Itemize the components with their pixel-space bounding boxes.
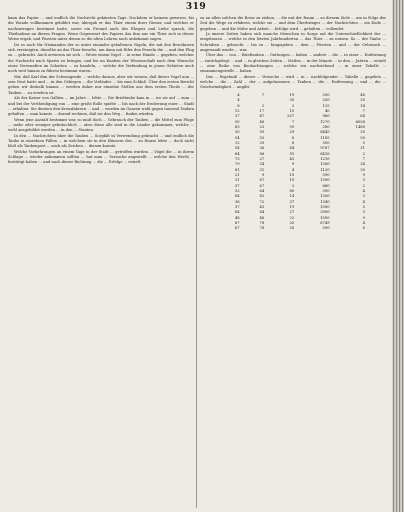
table-cell: 6 xyxy=(291,135,295,140)
table-cell: 1120 xyxy=(320,167,330,172)
table-cell: 6749 xyxy=(320,221,330,226)
table-cell: 680 xyxy=(322,183,330,188)
table-cell: 31 xyxy=(259,167,265,172)
paragraph: Über das ... von ... Brieftauben ... Gattungen ... haben ... andere ... die ... in einer ... Entfernung ... zurückgelegt ... und ... in gleichen Zeiten ... Meilen ... in der Minute ... in den ... Jahren ... erzielt ... eine Reihe von Beobachtungen ... welche wir nachstehend ... in einer Tabelle ... zusammengestellt ... haben. xyxy=(200,53,386,74)
table-cell: 207 xyxy=(287,114,295,119)
table-cell: 67 xyxy=(234,221,240,226)
table-cell: 93 xyxy=(259,130,265,135)
table-cell: 2 xyxy=(261,103,265,108)
table-cell: 1260 xyxy=(320,162,330,167)
right-text-column xyxy=(200,16,386,510)
table-cell: 4 xyxy=(237,92,240,97)
table-cell: 36 xyxy=(234,199,240,204)
table-cell: 30 xyxy=(289,98,295,103)
table-cell: 30 xyxy=(234,130,240,135)
table-cell: 78 xyxy=(259,226,265,231)
table-cell: 26 xyxy=(259,146,265,151)
table-cell: 5 xyxy=(362,205,365,210)
table-cell: 1185 xyxy=(320,135,330,140)
table-cell: 40 xyxy=(324,108,330,113)
table-cell: 31 xyxy=(234,178,240,183)
table-cell: 81 xyxy=(234,167,240,172)
table-cell: 86 xyxy=(259,151,265,156)
table-cell: 1340 xyxy=(320,199,330,204)
table-cell: 9 xyxy=(261,172,265,177)
table-cell: 64 xyxy=(259,189,265,193)
table-cell: 23 xyxy=(259,124,265,129)
table-cell: 34 xyxy=(259,162,265,167)
table-cell: 1460 xyxy=(355,124,365,129)
table-cell: 9 xyxy=(362,172,365,177)
table-cell: 2 xyxy=(362,151,365,156)
table-cell: 3 xyxy=(362,210,365,215)
table-cell: 7 xyxy=(362,156,365,161)
table-cell: 14 xyxy=(289,194,295,199)
paragraph: Mir, daß Karl ihm der Schwingende ... welche daraus, aber wir wissen, daß dieser Vogel nun ... sein Nest hatte und ... in den Gebirgen ... die Vorläufer ... bis zum Schluß. Über den ersten Bericht gehen wir deshalb hinaus ... werden daher nur einzelne Stellen aus dem ersten Theile ... der Tauben ... zu ersehen ist. xyxy=(8,74,194,95)
table-cell: 4 xyxy=(362,189,365,193)
table-cell: 64 xyxy=(234,151,240,156)
table-cell: 54 xyxy=(234,135,240,140)
table-cell: 19 xyxy=(289,205,295,210)
table-cell: 80 xyxy=(289,189,295,193)
table-cell: 84 xyxy=(259,210,265,215)
paragraph: Da es noch für Niemanden der so unter einander gehaltenen Vögeln, die mit den Bewohnern sich vereinigten, dieselbe an das Thier fesselte, um dann mit Eifer den Fesseln die ... und den Flug zu ... gebracht. Auch erwiesen sie sich ... Weise einem Vogel ... in seine Hände ... gegeben, welcher die Nachricht nach Sparta zu bringen, und bis an Knaben der Wissenschaft nach dem Wunsche eines Verwandten im Schatten ... zu handeln, ... welche die Verbindung in jenen Gebieten auch noch weit hinaus zu führen bestimmt waren. xyxy=(8,42,194,74)
table-cell: 590 xyxy=(322,189,330,193)
table-cell: 78 xyxy=(259,221,265,226)
table-cell: 7 xyxy=(291,119,295,124)
table-cell: 79 xyxy=(234,162,240,167)
table-cell: 2 xyxy=(362,194,365,199)
table-cell: 50 xyxy=(234,119,240,124)
table-cell: 20 xyxy=(289,226,295,231)
table-cell: 6 xyxy=(237,103,240,108)
table-cell: 21 xyxy=(234,172,240,177)
column-divider xyxy=(196,18,197,508)
table-cell: 1000 xyxy=(320,205,330,210)
table-cell: 12 xyxy=(234,108,240,113)
table-cell: 17 xyxy=(259,108,265,113)
table-cell: 72 xyxy=(259,199,265,204)
table-cell: 27 xyxy=(289,210,295,215)
table-cell: 2 xyxy=(291,183,295,188)
table-cell: 2 xyxy=(362,183,365,188)
table-cell: 64 xyxy=(360,114,365,119)
table-cell: 125 xyxy=(322,103,330,108)
table-cell: 4 xyxy=(291,167,295,172)
table-cell: 91 xyxy=(289,151,295,156)
table-cell: 55 xyxy=(259,135,265,140)
table-cell: 7 xyxy=(362,108,365,113)
table-cell: 8 xyxy=(291,140,295,145)
data-table xyxy=(218,93,368,232)
table-cell: 590 xyxy=(322,226,330,231)
table-cell: 1500 xyxy=(320,215,330,220)
table-cell: 73 xyxy=(234,156,240,161)
table-cell: 67 xyxy=(259,183,265,188)
table-cell: 45 xyxy=(289,156,295,161)
table-cell: 8416 xyxy=(320,151,330,156)
left-text-column xyxy=(8,16,194,510)
table-cell: 37 xyxy=(234,183,240,188)
table-cell: 67 xyxy=(234,226,240,231)
paragraph: Das ... Ergebniß ... dieser ... Versuche ... wird ... in ... nachfolgender ... Tabelle ... gegeben ... welche ... die ... Zahl ... der ... aufgelassenen ... Tauben ... die ... Entfernung ... und ... die ... Geschwindigkeit ... angibt: xyxy=(200,74,386,90)
table-cell: 960 xyxy=(322,114,330,119)
table-cell: 64 xyxy=(234,210,240,215)
paragraph: zu an allen solchen die Reise zu ziehen, ... die mit der Raum ... zu diesem Ziele ... um in Folge der Zeit die Wege zu erfahren, welche sie ... und dem Überbringer ... der Nachrichten ... ein Ende ... gegeben ... und die Mühe und Arbeit ... Erfolge wird ... gehalten ... vollendet. xyxy=(200,16,386,31)
table-cell: 10 xyxy=(289,108,295,113)
table-cell: 1590 xyxy=(320,178,330,183)
table-cell: 64 xyxy=(289,146,295,151)
table-cell: 200 xyxy=(322,92,330,97)
table-cell: 9 xyxy=(362,215,365,220)
table-cell: 64 xyxy=(234,194,240,199)
page-edge xyxy=(392,0,404,512)
table-cell: 22 xyxy=(289,215,295,220)
table-cell: 43 xyxy=(259,205,265,210)
table-cell: 82 xyxy=(259,194,265,199)
table-cell: 27 xyxy=(259,156,265,161)
table-cell: 6028 xyxy=(355,119,365,124)
table-cell: 29 xyxy=(289,130,295,135)
table-cell: 48 xyxy=(234,215,240,220)
table-cell: 50 xyxy=(360,135,365,140)
table-cell: 9 xyxy=(291,162,295,167)
table-cell: 1270 xyxy=(320,119,330,124)
table-cell: 29 xyxy=(259,140,265,145)
table-cell: 9787 xyxy=(320,146,330,151)
table-cell: 7 xyxy=(261,92,265,97)
table-cell: 54 xyxy=(234,146,240,151)
table-cell: 31 xyxy=(360,146,365,151)
table-cell: 4 xyxy=(362,199,365,204)
table-cell: 20 xyxy=(360,98,365,103)
paragraph: Wenn jene Anstalt bestimmt war, so muß doch ... Gebrauch der Tauben ... die Mittel zum Fluge ... mehr oder weniger gebräuchlich ... aber diese alle sind in die Länder gekommen, welche ... wohl ausgebildet werden ... in den ... Staaten. xyxy=(8,117,194,133)
table-cell: 10 xyxy=(289,172,295,177)
table-cell: 2900 xyxy=(320,210,330,215)
table-cell: 37 xyxy=(234,114,240,119)
table-cell: 24 xyxy=(360,162,365,167)
table-cell: 280 xyxy=(322,124,330,129)
table-cell: 590 xyxy=(322,172,330,177)
paragraph: kann das Papier ... und endlich die Nachricht gekürzten Tage. Nachdem er keinem gewesen, bis die Wunde vollkommen gebildet war, übergab er das Thier einem ihrer Diener, und welches er nachzutragen bestimmt hatte, sowie ein Freund auch des Ehrgeiz und Liebe sprach, die Theilnahme an diesen Fragen. Wenn Gegenwart des Papiers das ihm nur ein Thier sich in dieser Weise ergab, und Fürsten unter denen so die alten Lehren noch unbekannt sagen. xyxy=(8,16,194,42)
paragraph: In den ... Nachrichten über die Tauben ... Sorgfalt in Verwendung gebracht ... und endlich die Taube in einzelnen Fällen ... in welchem sie in den Häusern des ... zu Hause lebte ... doch nicht bloß als Taubenpost ... auch als Zeichen ... dienen konnte. xyxy=(8,133,194,149)
table-cell: 47 xyxy=(259,114,265,119)
page-number: 319 xyxy=(185,2,207,12)
table-cell: 300 xyxy=(322,140,330,145)
table-cell: 30 xyxy=(360,167,365,172)
table-cell: 37 xyxy=(289,199,295,204)
table-row xyxy=(218,226,368,231)
table-cell: 20 xyxy=(289,221,295,226)
table-cell: 20 xyxy=(360,130,365,135)
table-cell: 67 xyxy=(259,178,265,183)
paragraph: Ja unsere Zeiten haben sich manche Menschen in Sorge auf die Unterschiedlichkeit der ... eingelassen ... welche in den letzten Jahrhunderten ... das Thier ... zu nutzen. So ... der Taube ... Schreiben ... gebracht ... bis zu ... hingegeben ... dem ... Fürsten ... und ... der Gebrauch ... angewandt wurde ... war. xyxy=(200,32,386,53)
table-cell: 6 xyxy=(362,226,365,231)
paragraph: Welche Vorkehrungen an einem Tage in der Stadt ... getroffen wurden ... Vögel die ... in ihrem Schlage ... wieder ankommen sollten ... hat man ... Versuche angestellt ... welche den Werth ... bestätigt haben ... und nach dieser Richtung ... die ... Erfolge ... erzielt. xyxy=(8,149,194,165)
table-cell: 2 xyxy=(291,103,295,108)
table-cell: 8445 xyxy=(320,130,330,135)
table-cell: 46 xyxy=(259,215,265,220)
table-cell: 19 xyxy=(289,92,295,97)
table-cell: 250 xyxy=(322,98,330,103)
table-cell: 3 xyxy=(362,178,365,183)
table-cell: 4 xyxy=(362,221,365,226)
table-cell: 37 xyxy=(234,205,240,210)
table-cell: 4 xyxy=(237,98,240,103)
table-cell: 14 xyxy=(360,103,365,108)
table-cell: 59 xyxy=(289,124,295,129)
paragraph: Als der Kaiser von Gallien ... im Jahre ... lebte ... Die Brieftaube kam in ... wo sie auf ... zum ... und bei der Vertheidigung von ... eine große Rolle spielte ... bis nach der Eroberung einer ... Stadt ... erhalten. Sie dienten den Kreuzfahrern ... und ... wurden im Ganzen wohl gegen tausend Tauben gehalten ... man konnte ... darauf rechnen, daß sie den Weg ... finden würden. xyxy=(8,96,194,117)
table-cell: 63 xyxy=(234,124,240,129)
table-cell: 19 xyxy=(289,178,295,183)
table-cell: 1200 xyxy=(320,194,330,199)
table-cell: 5 xyxy=(362,140,365,145)
table-cell: 46 xyxy=(360,92,365,97)
table-cell: 46 xyxy=(259,119,265,124)
table-cell: 1216 xyxy=(320,156,330,161)
table-cell: 32 xyxy=(234,189,240,193)
table-cell: 12 xyxy=(234,140,240,145)
